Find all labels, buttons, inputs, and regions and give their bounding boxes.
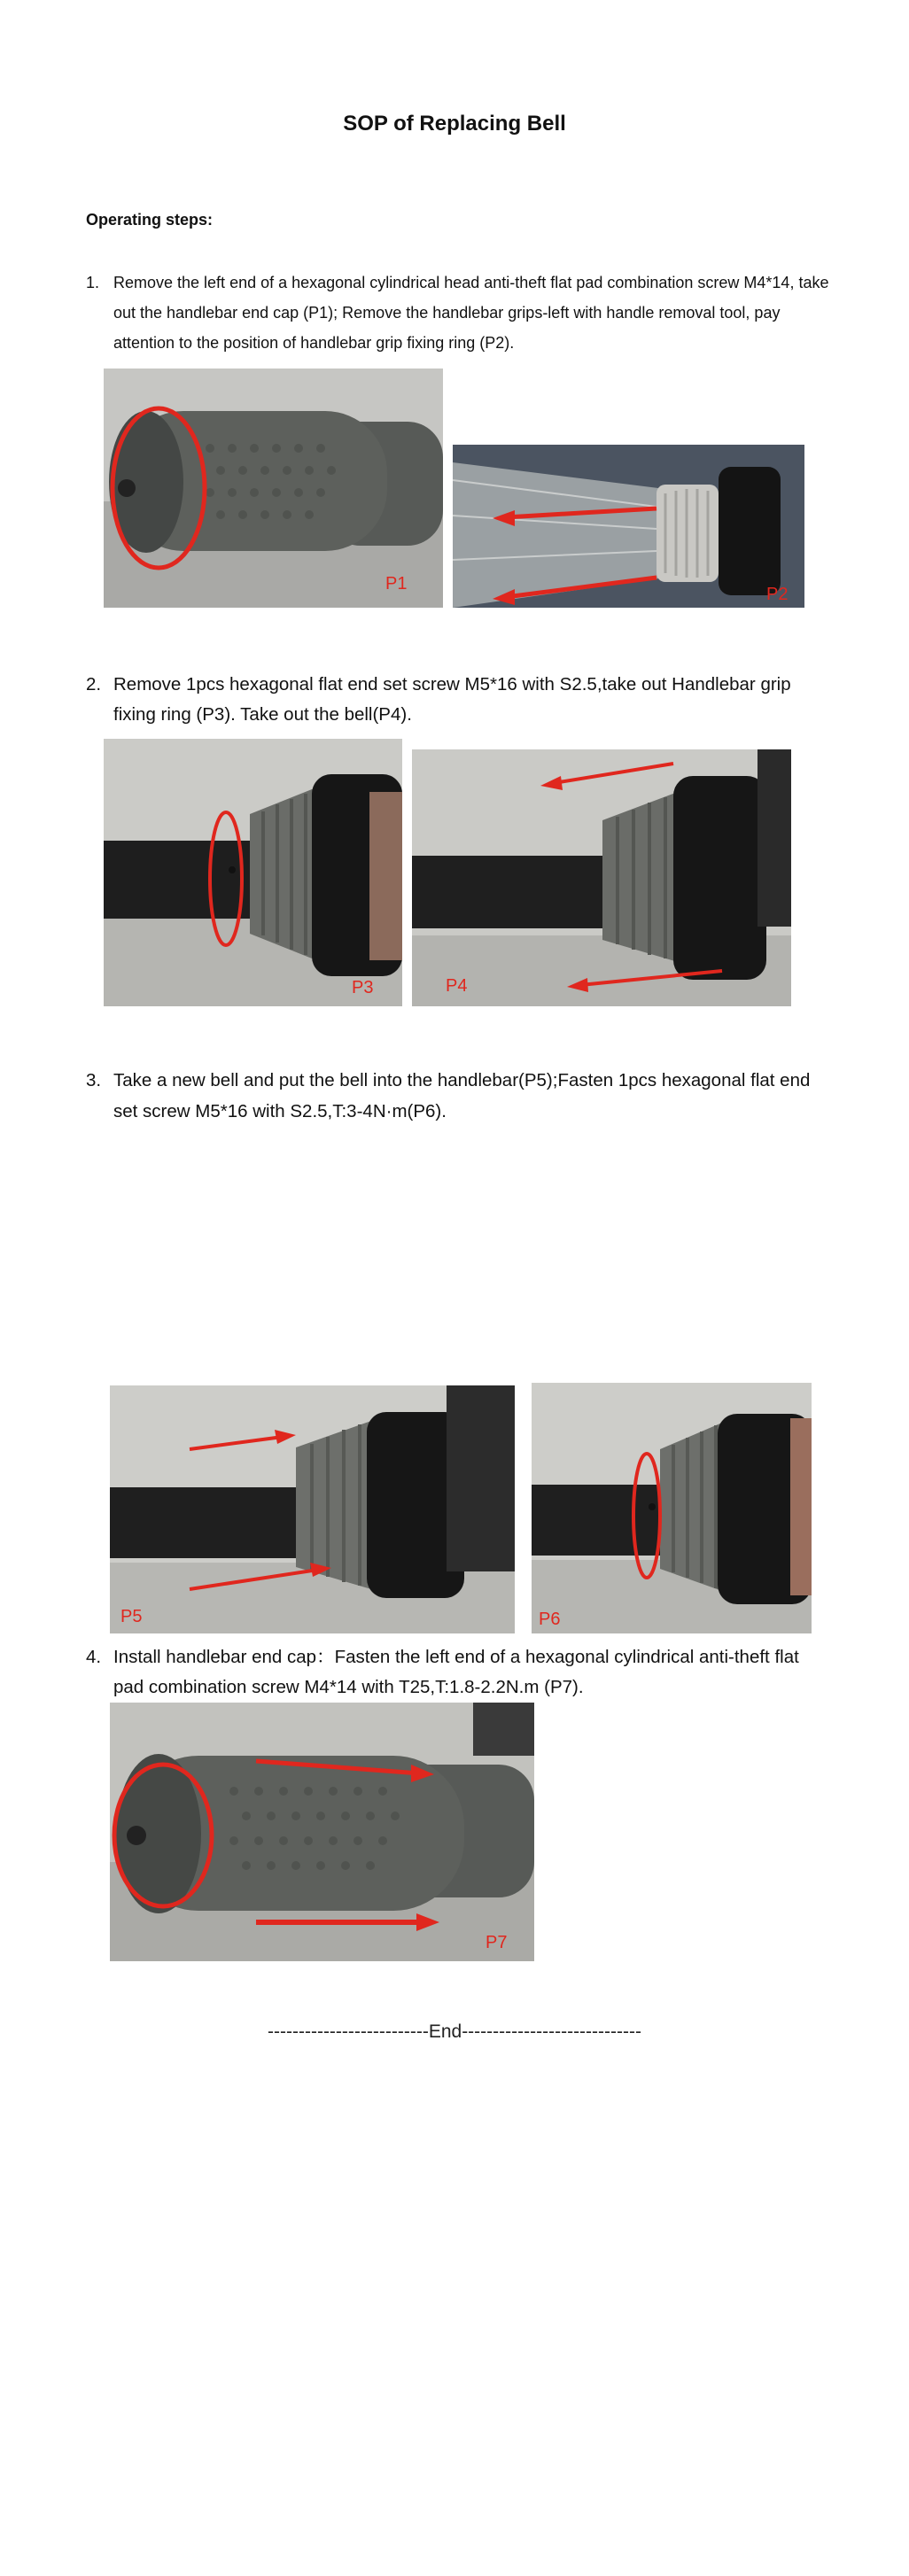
end-marker: --------------------------End----------------------------- bbox=[268, 2021, 641, 2042]
step-3 bbox=[86, 1065, 830, 1127]
photo-p1 bbox=[104, 369, 443, 608]
step-text: Take a new bell and put the bell into the handlebar(P5);Fasten 1pcs hexagonal flat end set screw M5*16 with S2.5,T:3-4N·m(P6). bbox=[113, 1070, 811, 1121]
step-text: Install handlebar end cap：Fasten the left end of a hexagonal cylindrical anti-theft flat pad combination screw M4*14 with T25,T:1.8-2.2N.m (P7). bbox=[113, 1647, 799, 1697]
page-title: SOP of Replacing Bell bbox=[343, 112, 566, 136]
photo-p7-image bbox=[110, 1703, 534, 1961]
photo-label-p1: P1 bbox=[385, 574, 408, 594]
photo-p5-image bbox=[110, 1385, 515, 1633]
photo-p4-image bbox=[412, 749, 791, 1006]
step-4 bbox=[86, 1642, 830, 1703]
photo-p2 bbox=[453, 445, 804, 608]
photo-p6 bbox=[532, 1383, 812, 1633]
photo-p2-image bbox=[453, 445, 804, 608]
photo-label-p3: P3 bbox=[352, 978, 374, 997]
photo-label-p4: P4 bbox=[446, 976, 468, 996]
step-1 bbox=[86, 268, 830, 358]
photo-p7 bbox=[110, 1703, 534, 1961]
step-number: 4. bbox=[86, 1647, 102, 1667]
photo-label-p2: P2 bbox=[766, 585, 789, 604]
photo-label-p7: P7 bbox=[486, 1933, 508, 1952]
step-number: 2. bbox=[86, 674, 102, 694]
photo-p6-image bbox=[532, 1383, 812, 1633]
photo-label-p5: P5 bbox=[120, 1607, 143, 1626]
step-number: 1. bbox=[86, 274, 100, 291]
photo-p5 bbox=[110, 1385, 515, 1633]
step-text: Remove 1pcs hexagonal flat end set screw M5*16 with S2.5,take out Handlebar grip fixing ring (P3). Take out the bell(P4). bbox=[113, 674, 791, 725]
step-text: Remove the left end of a hexagonal cylindrical head anti-theft flat pad combination screw M4*14, take out the handlebar end cap (P1); Remove the handlebar grips-left with handle removal tool, pay attention to the position of handlebar grip fixing ring (P2). bbox=[113, 274, 829, 352]
step-2 bbox=[86, 670, 830, 730]
photo-p1-image bbox=[104, 369, 443, 608]
photo-p3 bbox=[104, 739, 402, 1006]
photo-label-p6: P6 bbox=[539, 1610, 561, 1629]
photo-p3-image bbox=[104, 739, 402, 1006]
operating-steps-heading: Operating steps: bbox=[86, 211, 214, 229]
photo-p4 bbox=[412, 749, 791, 1006]
step-number: 3. bbox=[86, 1070, 102, 1090]
